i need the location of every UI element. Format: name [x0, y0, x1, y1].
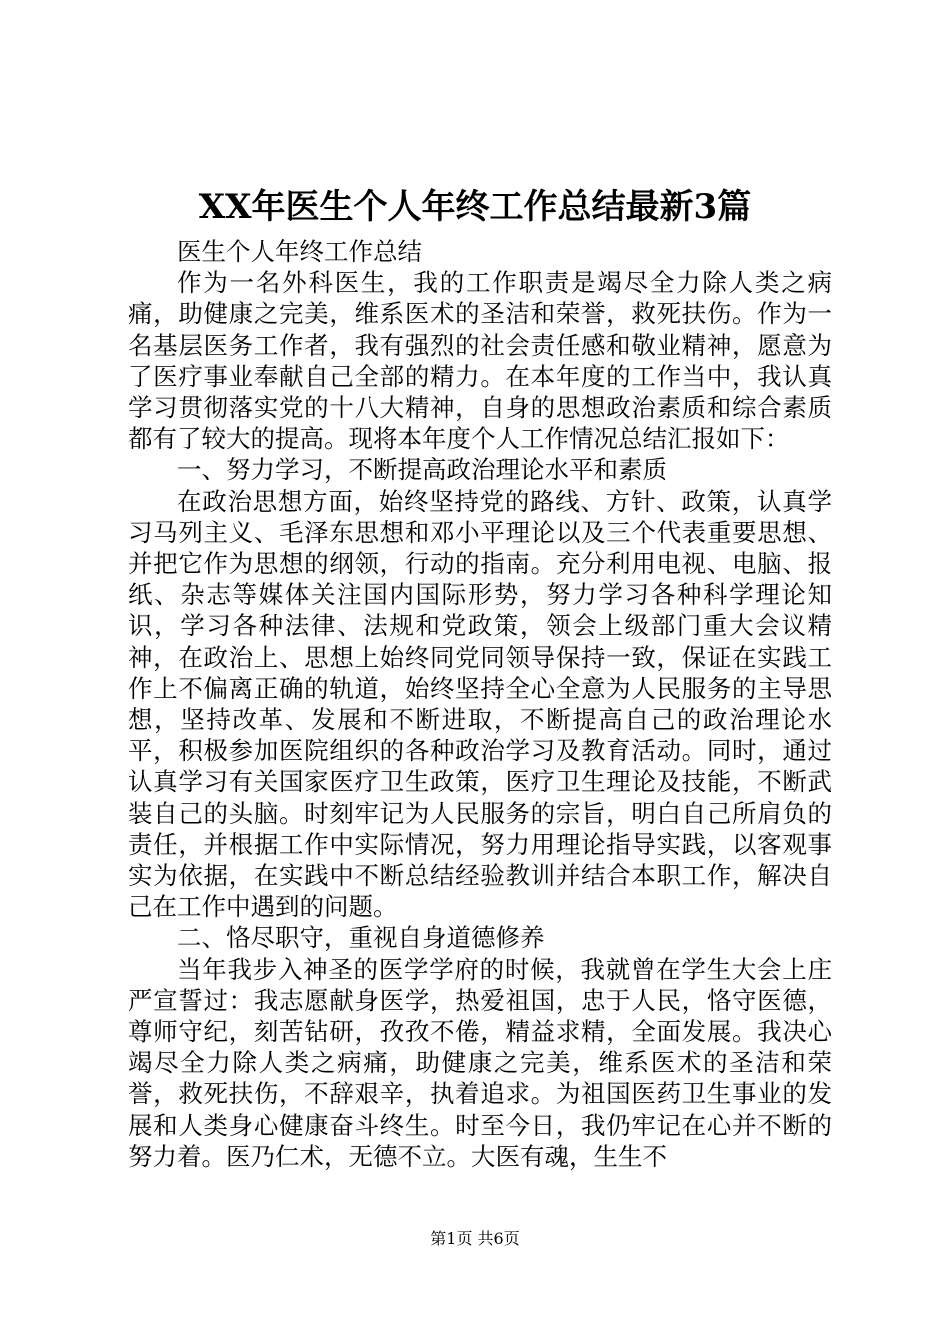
paragraph-political-study: 在政治思想方面，始终坚持党的路线、方针、政策，认真学习马列主义、毛泽东思想和邓小平理论以及三个代表重要思想、并把它作为思想的纲领，行动的指南。充分利用电视、电脑、报纸、杂志等媒体关注国内国际形势，努力学习各种科学理论知识，学习各种法律、法规和党政策，领会上级部门重大会议精神，在政治上、思想上始终同党同领导保持一致，保证在实践工作上不偏离正确的轨道，始终坚持全心全意为人民服务的主导思想，坚持改革、发展和不断进取，不断提高自己的政治理论水平，积极参加医院组织的各种政治学习及教育活动。同时，通过认真学习有关国家医疗卫生政策，医疗卫生理论及技能，不断武装自己的头脑。时刻牢记为人民服务的宗旨，明白自己所肩负的责任，并根据工作中实际情况，努力用理论指导实践，以客观事实为依据，在实践中不断总结经验教训并结合本职工作，解决自己在工作中遇到的问题。	[128, 486, 832, 922]
document-body	[128, 236, 832, 1172]
paragraph-medical-ethics: 当年我步入神圣的医学学府的时候，我就曾在学生大会上庄严宣誓过：我志愿献身医学，热爱祖国，忠于人民，恪守医德，尊师守纪，刻苦钻研，孜孜不倦，精益求精，全面发展。我决心竭尽全力除人类之病痛，助健康之完美，维系医术的圣洁和荣誉，救死扶伤，不辞艰辛，执着追求。为祖国医药卫生事业的发展和人类身心健康奋斗终生。时至今日，我仍牢记在心并不断的努力着。医乃仁术，无德不立。大医有魂，生生不	[128, 954, 832, 1171]
document-title: XX年医生个人年终工作总结最新3篇	[198, 187, 752, 227]
section-heading-2: 二、恪尽职守，重视自身道德修养	[177, 923, 545, 953]
section-heading-1: 一、努力学习，不断提高政治理论水平和素质	[177, 455, 667, 485]
page-number-footer: 第1页 共6页	[430, 1229, 520, 1248]
paragraph-intro: 作为一名外科医生，我的工作职责是竭尽全力除人类之病痛，助健康之完美，维系医术的圣洁和荣誉，救死扶伤。作为一名基层医务工作者，我有强烈的社会责任感和敬业精神，愿意为了医疗事业奉献自己全部的精力。在本年度的工作当中，我认真学习贯彻落实党的十八大精神，自身的思想政治素质和综合素质都有了较大的提高。现将本年度个人工作情况总结汇报如下：	[128, 268, 832, 454]
section-subtitle: 医生个人年终工作总结	[177, 237, 422, 266]
